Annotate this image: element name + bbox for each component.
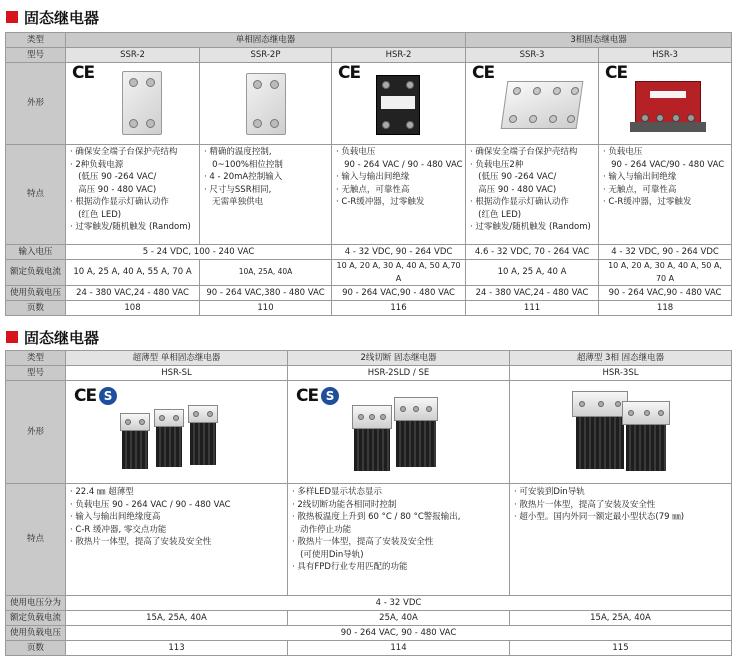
feature-line: (可使用Din导轨)	[292, 549, 364, 560]
ce-mark-icon: CE	[296, 385, 319, 406]
usage-ssr-2: 24 - 380 VAC,24 - 480 VAC	[66, 286, 200, 301]
feature-line: · 散热片一体型，提高了安装及安全性	[514, 499, 656, 510]
feature-line: · 超小型。国内外同一额定最小型状态(79 ㎜)	[514, 512, 685, 522]
feature-line: · 具有FPD行业专用匹配的功能	[292, 562, 408, 572]
model-label: 型号	[6, 48, 66, 63]
rated-hsr-sl: 15A, 25A, 40A	[66, 611, 288, 626]
features-hsr-2	[332, 145, 466, 245]
section2-title	[6, 326, 99, 348]
feature-line: · C-R缓冲器，过零触发	[336, 197, 425, 207]
feature-line: · C-R 缓冲器, 零交点功能	[70, 524, 167, 535]
group-single-phase: 单相固态继电器	[66, 33, 466, 48]
feature-line: · 无触点，可靠性高	[336, 184, 410, 195]
usage-voltage-label: 使用负载电压	[6, 626, 66, 641]
type-label: 类型	[6, 33, 66, 48]
ce-mark-icon: CE	[74, 385, 97, 406]
page-label: 页数	[6, 641, 66, 656]
image-hsr-2	[332, 63, 466, 145]
model-ssr-3: SSR-3	[466, 48, 599, 63]
features-hsr-3	[599, 145, 732, 245]
rated-hsr-2sld: 25A, 40A	[288, 611, 510, 626]
model-hsr-3sl: HSR-3SL	[510, 366, 732, 381]
input-voltage-hsr-3: 4 - 32 VDC, 90 - 264 VDC	[599, 245, 732, 260]
appearance-label: 外形	[6, 381, 66, 484]
feature-line: 高压 90 - 480 VAC)	[70, 184, 157, 195]
type-hsr-3sl: 超薄型 3相 固态继电器	[510, 351, 732, 366]
feature-line: (低压 90 -264 VAC/	[70, 172, 157, 182]
feature-line: · 散热片一体型，提高了安装及安全性	[292, 537, 434, 547]
ce-mark-icon: CE	[472, 63, 495, 83]
image-hsr-sl	[66, 381, 288, 484]
section1-heading: 固态继电器	[24, 8, 100, 27]
feature-line: 90 - 264 VAC/90 - 480 VAC	[603, 159, 725, 170]
image-hsr-3	[599, 63, 732, 145]
page-label: 页数	[6, 301, 66, 316]
image-hsr-2sld	[288, 381, 510, 484]
ce-mark-icon: CE	[605, 63, 628, 83]
page-hsr-2: 116	[332, 301, 466, 316]
rated-ssr-2: 10 A, 25 A, 40 A, 55 A, 70 A	[66, 260, 200, 286]
feature-line: (红色 LED)	[70, 209, 122, 220]
usage-voltage-label: 使用负载电压	[6, 286, 66, 301]
feature-line: · 负载电压2种	[470, 159, 524, 170]
feature-line: · 尺寸与SSR相同,	[204, 184, 272, 195]
image-ssr-2	[66, 63, 200, 145]
hsr-2-product-image	[376, 75, 420, 135]
input-voltage-label: 使用电压分为	[6, 596, 66, 611]
type-label: 类型	[6, 351, 66, 366]
ssr-2-product-image	[122, 71, 162, 135]
usage-ssr-3: 24 - 380 VAC,24 - 480 VAC	[466, 286, 599, 301]
rated-hsr-3: 10 A, 20 A, 30 A, 40 A, 50 A, 70 A	[599, 260, 732, 286]
section-marker	[6, 331, 18, 343]
features-hsr-sl	[66, 484, 288, 596]
type-hsr-2sld: 2线切断 固态继电器	[288, 351, 510, 366]
model-hsr-2sld: HSR-2SLD / SE	[288, 366, 510, 381]
model-ssr-2: SSR-2	[66, 48, 200, 63]
rated-ssr-3: 10 A, 25 A, 40 A	[466, 260, 599, 286]
type-hsr-sl: 超薄型 单相固态继电器	[66, 351, 288, 366]
page-ssr-2p: 110	[200, 301, 332, 316]
section2-heading: 固态继电器	[24, 328, 100, 347]
features-label: 特点	[6, 484, 66, 596]
feature-line: · 负载电压	[603, 147, 643, 157]
image-hsr-3sl	[510, 381, 732, 484]
usage-hsr-3: 90 - 264 VAC,90 - 480 VAC	[599, 286, 732, 301]
ce-mark-icon: CE	[72, 63, 95, 83]
page-hsr-3: 118	[599, 301, 732, 316]
features-ssr-2p	[200, 145, 332, 245]
rated-hsr-3sl: 15A, 25A, 40A	[510, 611, 732, 626]
input-voltage-all: 4 - 32 VDC	[66, 596, 732, 611]
section2-table	[5, 350, 732, 656]
model-hsr-3: HSR-3	[599, 48, 732, 63]
page-hsr-sl: 113	[66, 641, 288, 656]
feature-line: · 根据动作显示灯确认动作	[70, 197, 169, 207]
hsr-3-product-image	[635, 81, 701, 127]
section1-table	[5, 32, 732, 316]
usage-voltage-all: 90 - 264 VAC, 90 - 480 VAC	[66, 626, 732, 641]
rated-current-label: 额定负载电流	[6, 611, 66, 626]
feature-line: · 负载电压 90 - 264 VAC / 90 - 480 VAC	[70, 499, 231, 510]
feature-line: · 输入与输出间绝缘度高	[70, 512, 161, 522]
feature-line: · 4 - 20mA控制输入	[204, 172, 283, 182]
feature-line: · 负载电压	[336, 147, 376, 157]
input-voltage-label: 输入电压	[6, 245, 66, 260]
feature-line: · 散热片一体型，提高了安装及安全性	[70, 537, 212, 547]
features-ssr-3	[466, 145, 599, 245]
model-ssr-2p: SSR-2P	[200, 48, 332, 63]
feature-line: · 22.4 ㎜ 超薄型	[70, 487, 134, 497]
feature-line: 动作停止功能	[292, 524, 352, 535]
feature-line: · 无触点，可靠性高	[603, 184, 677, 195]
group-three-phase: 3相固态继电器	[466, 33, 732, 48]
features-ssr-2	[66, 145, 200, 245]
input-voltage-ssr-2: 5 - 24 VDC, 100 - 240 VAC	[66, 245, 332, 260]
feature-line: · 确保安全端子台保护壳结构	[70, 147, 178, 157]
ce-mark-icon: CE	[338, 63, 361, 83]
page-hsr-2sld: 114	[288, 641, 510, 656]
s-mark-icon: S	[321, 387, 339, 405]
model-label: 型号	[6, 366, 66, 381]
page-hsr-3sl: 115	[510, 641, 732, 656]
feature-line: · 散热板温度上升到 60 °C / 80 °C警报输出,	[292, 512, 461, 522]
feature-line: · 确保安全端子台保护壳结构	[470, 147, 578, 157]
feature-line: · 过零触发/随机触发 (Random)	[70, 222, 191, 232]
cert-marks	[74, 387, 117, 405]
feature-line: · 精确的温度控制,	[204, 147, 272, 157]
rated-ssr-2p: 10A, 25A, 40A	[200, 260, 332, 286]
input-voltage-hsr-2: 4 - 32 VDC, 90 - 264 VDC	[332, 245, 466, 260]
features-hsr-2sld	[288, 484, 510, 596]
model-hsr-2: HSR-2	[332, 48, 466, 63]
usage-ssr-2p: 90 - 264 VAC,380 - 480 VAC	[200, 286, 332, 301]
input-voltage-ssr-3: 4.6 - 32 VDC, 70 - 264 VAC	[466, 245, 599, 260]
feature-line: 0~100%相位控制	[204, 159, 283, 170]
page-ssr-3: 111	[466, 301, 599, 316]
feature-line: · 2种负载电源	[70, 159, 124, 170]
image-ssr-3	[466, 63, 599, 145]
feature-line: · C-R缓冲器，过零触发	[603, 197, 692, 207]
section1-title	[6, 6, 99, 28]
feature-line: 无需单独供电	[204, 197, 264, 207]
feature-line: · 过零触发/随机触发 (Random)	[470, 222, 591, 232]
appearance-label: 外形	[6, 63, 66, 145]
image-ssr-2p	[200, 63, 332, 145]
feature-line: · 可安装到Din导轨	[514, 487, 585, 497]
rated-hsr-2: 10 A, 20 A, 30 A, 40 A, 50 A,70 A	[332, 260, 466, 286]
page-ssr-2: 108	[66, 301, 200, 316]
features-label: 特点	[6, 145, 66, 245]
feature-line: · 2线切断功能各相同时控制	[292, 499, 397, 510]
feature-line: 高压 90 - 480 VAC)	[470, 184, 557, 195]
feature-line: (低压 90 -264 VAC/	[470, 172, 557, 182]
feature-line: 90 - 264 VAC / 90 - 480 VAC	[336, 159, 463, 170]
ssr-2p-product-image	[246, 73, 286, 135]
feature-line: · 多样LED显示状态显示	[292, 487, 383, 497]
usage-hsr-2: 90 - 264 VAC,90 - 480 VAC	[332, 286, 466, 301]
ssr-3-product-image	[501, 81, 584, 129]
feature-line: · 输入与输出间绝缘	[336, 172, 410, 182]
feature-line: · 根据动作显示灯确认动作	[470, 197, 569, 207]
cert-marks	[296, 387, 339, 405]
feature-line: (红色 LED)	[470, 209, 522, 220]
feature-line: · 输入与输出间绝缘	[603, 172, 677, 182]
model-hsr-sl: HSR-SL	[66, 366, 288, 381]
rated-current-label: 额定负载电流	[6, 260, 66, 286]
section-marker	[6, 11, 18, 23]
features-hsr-3sl	[510, 484, 732, 596]
s-mark-icon: S	[99, 387, 117, 405]
